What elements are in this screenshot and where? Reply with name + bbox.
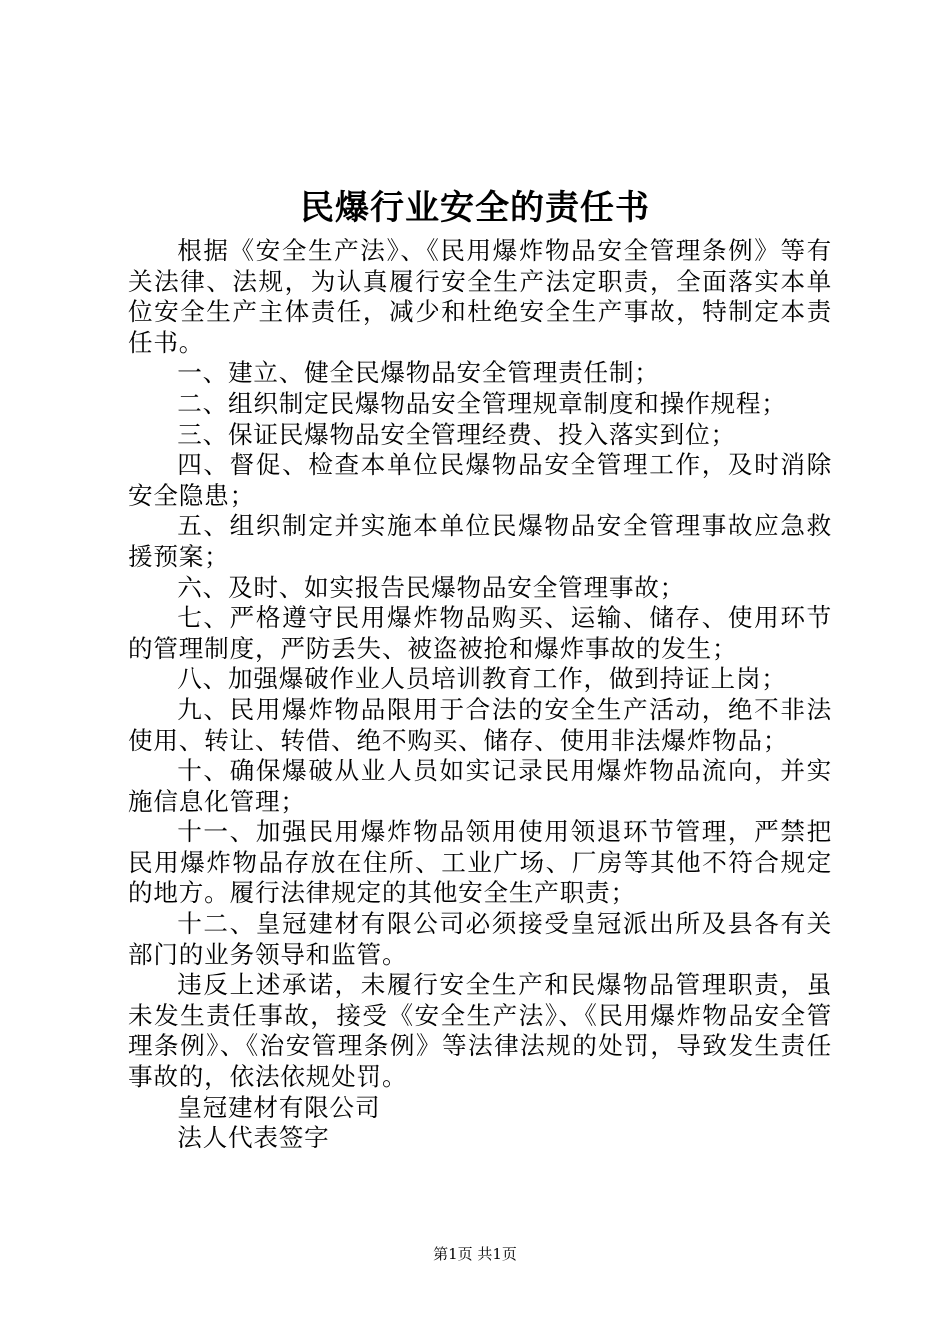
document-body	[128, 236, 832, 1154]
clause-12: 十二、皇冠建材有限公司必须接受皇冠派出所及县各有关部门的业务领导和监管。	[128, 909, 832, 969]
clause-5: 五、组织制定并实施本单位民爆物品安全管理事故应急救援预案；	[128, 511, 832, 571]
clause-8: 八、加强爆破作业人员培训教育工作，做到持证上岗；	[177, 664, 787, 694]
document-title: 民爆行业安全的责任书	[300, 188, 650, 228]
clause-1: 一、建立、健全民爆物品安全管理责任制；	[177, 358, 660, 388]
penalty-paragraph: 违反上述承诺，未履行安全生产和民爆物品管理职责，虽未发生责任事故，接受《安全生产法》、《民用爆炸物品安全管理条例》、《治安管理条例》等法律法规的处罚，导致发生责任事故的，依法依规处罚。	[128, 970, 832, 1092]
clause-9: 九、民用爆炸物品限用于合法的安全生产活动，绝不非法使用、转让、转借、绝不购买、储存、使用非法爆炸物品；	[128, 694, 832, 755]
clause-6: 六、及时、如实报告民爆物品安全管理事故；	[177, 572, 686, 602]
clause-11: 十一、加强民用爆炸物品领用使用领退环节管理，严禁把民用爆炸物品存放在住所、工业广场、厂房等其他不符合规定的地方。履行法律规定的其他安全生产职责；	[128, 817, 832, 908]
clause-7: 七、严格遵守民用爆炸物品购买、运输、储存、使用环节的管理制度，严防丢失、被盗被抢和爆炸事故的发生；	[128, 603, 832, 663]
preamble-paragraph: 根据《安全生产法》、《民用爆炸物品安全管理条例》等有关法律、法规，为认真履行安全生产法定职责，全面落实本单位安全生产主体责任，减少和杜绝安全生产事故，特制定本责任书。	[128, 236, 832, 357]
company-name: 皇冠建材有限公司	[177, 1092, 381, 1122]
clause-2: 二、组织制定民爆物品安全管理规章制度和操作规程；	[177, 388, 787, 418]
clause-10: 十、确保爆破从业人员如实记录民用爆炸物品流向，并实施信息化管理；	[128, 756, 832, 816]
clause-3: 三、保证民爆物品安全管理经费、投入落实到位；	[177, 419, 736, 449]
signature-label: 法人代表签字	[177, 1123, 330, 1153]
clause-4: 四、督促、检查本单位民爆物品安全管理工作，及时消除安全隐患；	[128, 450, 832, 510]
page-footer: 第1页 共1页	[433, 1245, 517, 1263]
